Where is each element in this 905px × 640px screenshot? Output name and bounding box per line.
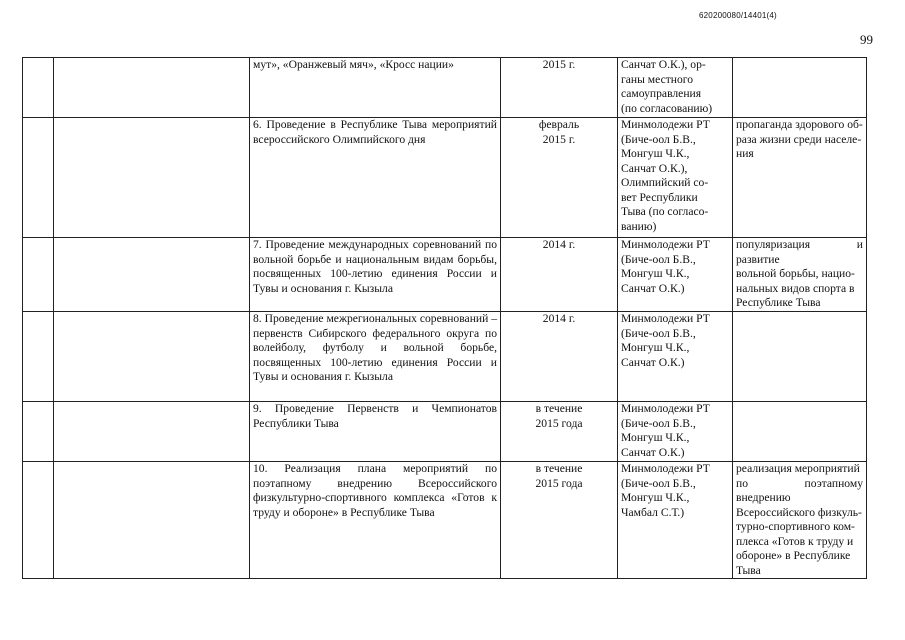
event-text: 9. Проведение Первенств и Чемпионатов Республики Тыва	[253, 402, 497, 430]
row-number-cell	[23, 58, 54, 118]
executors-cell	[618, 402, 733, 462]
table-row	[23, 462, 867, 579]
document-id: 620200080/14401(4)	[699, 11, 777, 20]
empty-cell	[54, 462, 250, 579]
executors-text: Минмолодежи РТ (Биче-оол Б.В., Монгуш Ч.К., Санчат О.К.), Олимпийский со- вет Республики Тыва (по согласо- ванию)	[621, 118, 710, 233]
empty-cell	[54, 58, 250, 118]
executors-text: Минмолодежи РТ (Биче-оол Б.В., Монгуш Ч.К., Чамбал С.Т.)	[621, 462, 710, 519]
event-text: 10. Реализация плана мероприятий по поэтапному внедрению Всероссийского физкультурно-спортивного комплекса «Готов к труду и обороне» в Республике Тыва	[253, 462, 497, 519]
table-row	[23, 402, 867, 462]
result-cell	[733, 462, 867, 579]
executors-cell	[618, 238, 733, 312]
date-text: 2015 г.	[542, 58, 576, 71]
result-text: реализация мероприятий по поэтапному внедрению Всероссийского физкуль- турно-спортивного ком- плекса «Готов к труду и обороне» в Республике Тыва	[736, 462, 863, 577]
result-cell	[733, 118, 867, 238]
table-row	[23, 312, 867, 402]
empty-cell	[54, 238, 250, 312]
result-cell	[733, 312, 867, 402]
event-text: 6. Проведение в Республике Тыва мероприятий всероссийского Олимпийского дня	[253, 118, 497, 146]
executors-cell	[618, 312, 733, 402]
date-cell	[501, 118, 618, 238]
event-cell	[250, 58, 501, 118]
event-text: 8. Проведение межрегиональных соревнований – первенств Сибирского федерального округа по волейболу, футболу и вольной борьбе, посвященных 100-летию единения России и Тувы и основания г. Кызыла	[253, 312, 498, 383]
date-cell	[501, 58, 618, 118]
executors-text: Минмолодежи РТ (Биче-оол Б.В., Монгуш Ч.К., Санчат О.К.)	[621, 312, 710, 369]
empty-cell	[54, 402, 250, 462]
event-text: 7. Проведение международных соревнований по вольной борьбе и национальным видам борьбы, посвященных 100-летию единения России и Тувы и основания г. Кызыла	[253, 238, 497, 295]
event-cell	[250, 462, 501, 579]
table-row	[23, 58, 867, 118]
event-cell	[250, 402, 501, 462]
date-text: февраль 2015 г.	[538, 118, 580, 146]
page-number: 99	[860, 32, 873, 47]
executors-text: Минмолодежи РТ (Биче-оол Б.В., Монгуш Ч.К., Санчат О.К.)	[621, 402, 710, 459]
empty-cell	[54, 312, 250, 402]
event-cell	[250, 118, 501, 238]
events-table	[22, 57, 867, 579]
executors-text: Санчат О.К.), ор- ганы местного самоуправления (по согласованию)	[621, 58, 713, 115]
result-cell	[733, 402, 867, 462]
executors-cell	[618, 58, 733, 118]
row-number-cell	[23, 238, 54, 312]
date-cell	[501, 462, 618, 579]
date-cell	[501, 402, 618, 462]
row-number-cell	[23, 402, 54, 462]
date-cell	[501, 312, 618, 402]
date-text: в течение 2015 года	[535, 402, 583, 430]
date-text: 2014 г.	[542, 312, 576, 325]
date-cell	[501, 238, 618, 312]
result-text: пропаганда здорового об- раза жизни среди населе- ния	[736, 118, 863, 160]
row-number-cell	[23, 462, 54, 579]
event-cell	[250, 312, 501, 402]
executors-text: Минмолодежи РТ (Биче-оол Б.В., Монгуш Ч.К., Санчат О.К.)	[621, 238, 710, 295]
executors-cell	[618, 118, 733, 238]
event-text: мут», «Оранжевый мяч», «Кросс нации»	[253, 58, 454, 71]
table-row	[23, 238, 867, 312]
date-text: 2014 г.	[542, 238, 576, 251]
date-text: в течение 2015 года	[535, 462, 583, 490]
row-number-cell	[23, 312, 54, 402]
empty-cell	[54, 118, 250, 238]
row-number-cell	[23, 118, 54, 238]
result-text: популяризация и развитие вольной борьбы, нацио- нальных видов спорта в Республике Тыва	[736, 238, 863, 309]
result-cell	[733, 58, 867, 118]
table-row	[23, 118, 867, 238]
event-cell	[250, 238, 501, 312]
executors-cell	[618, 462, 733, 579]
result-cell	[733, 238, 867, 312]
